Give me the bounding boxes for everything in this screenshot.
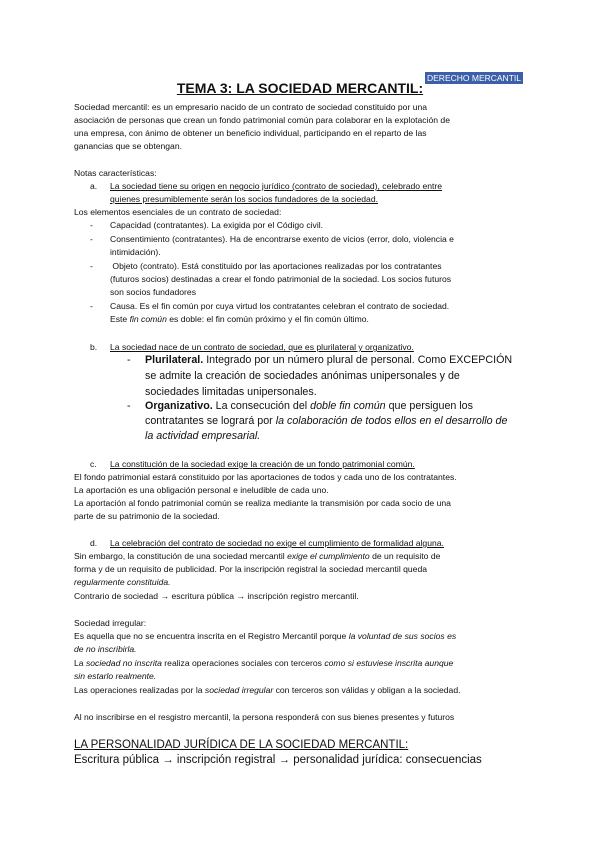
organizativo-text-a: La consecución del: [212, 400, 311, 412]
irregular-line-5: [74, 684, 460, 697]
organizativo-dash: -: [127, 400, 131, 412]
irregular-line-2: [74, 643, 137, 656]
c-text-3: La aportación al fondo patrimonial común se realiza mediante la transmisión por cada socio de una: [74, 498, 451, 508]
irr3-b: realiza operaciones sociales con terceros: [161, 658, 325, 668]
d1-italic: exige el cumplimiento: [287, 551, 370, 561]
irregular-line-1: [74, 630, 456, 643]
plurilateral-line-2: se admite la creación de sociedades anónimas unipersonales y de: [145, 370, 460, 382]
irr1-italic: la voluntad de sus socios es: [348, 631, 457, 641]
irr3-italic-2: como si estuviese inscrita aunque: [324, 658, 454, 668]
irr2-italic: de no inscribirla.: [74, 644, 137, 654]
elemento-causa-cont: [110, 313, 369, 326]
intro-line-2: asociación de personas que crean un fondo patrimonial común para colaborar en la explotación de: [74, 115, 450, 125]
irregular-label: Sociedad irregular:: [74, 618, 147, 628]
c-text-4: parte de su patrimonio de la sociedad.: [74, 511, 220, 521]
causa-post: es doble: el fin común próximo y el fin común último.: [166, 314, 369, 324]
c-text: La constitución de la sociedad exige la creación de un fondo patrimonial común.: [110, 459, 415, 469]
intro-line-1: Sociedad mercantil: es un empresario nacido de un contrato de sociedad constituido por una: [74, 102, 428, 112]
plurilateral-bold: Plurilateral.: [145, 354, 204, 366]
irr3-a: La: [74, 658, 86, 668]
c-text-2: La aportación es una obligación personal e ineludible de cada uno.: [74, 485, 329, 495]
intro-line-4: ganancias que se obtengan.: [74, 141, 182, 151]
irr4-italic: sin estarlo realmente.: [74, 671, 157, 681]
elemento-objeto-cont-1: (futuros socios) destinadas a crear el fondo patrimonial de la sociedad. Los socios futuros: [110, 274, 452, 284]
plurilateral-text: Integrado por un número plural de personal. Como EXCEPCIÓN: [203, 354, 513, 366]
d3-italic: regularmente constituida.: [74, 577, 171, 587]
organizativo-line-2: [145, 413, 507, 429]
organizativo-line-3: [145, 428, 260, 444]
elemento-dash: -: [90, 301, 93, 311]
causa-pre: Este: [110, 314, 130, 324]
d1-b: de un requisito de: [369, 551, 441, 561]
d-line: [110, 537, 444, 550]
d1-a: Sin embargo, la constitución de una sociedad mercantil: [74, 551, 288, 561]
d-text-2: forma y de un requisito de publicidad. Por la inscripción registral la sociedad mercantil queda: [74, 564, 428, 574]
elemento-consentimiento-cont: intimidación).: [110, 247, 161, 257]
subject-tag: DERECHO MERCANTIL: [427, 73, 521, 83]
section2-title-text: LA PERSONALIDAD JURÍDICA DE LA SOCIEDAD MERCANTIL:: [74, 739, 409, 751]
a-text-2: quienes presumiblemente serán los socios fundadores de la sociedad.: [110, 194, 379, 204]
organizativo-text-b: que persiguen los: [385, 400, 473, 412]
elemento-capacidad: Capacidad (contratantes). La exigida por el Código civil.: [110, 220, 324, 230]
elemento-causa: Causa. Es el fin común por cuya virtud los contratantes celebran el contrato de sociedad.: [110, 301, 450, 311]
organizativo-line-1: [145, 398, 473, 414]
b-marker: b.: [90, 342, 98, 352]
a-line-1: [110, 180, 442, 193]
d-text-3: [74, 576, 171, 589]
c-text-1: El fondo patrimonial estará constituido por las aportaciones de todos y cada uno de los contratantes.: [74, 472, 457, 482]
plurilateral-line-1: [145, 352, 512, 368]
irr5-b: con terceros son válidas y obligan a la sociedad.: [273, 685, 461, 695]
b-text: La sociedad nace de un contrato de sociedad, que es plurilateral y organizativo.: [110, 342, 414, 352]
a-marker: a.: [90, 181, 98, 191]
irr5-a: Las operaciones realizadas por la: [74, 685, 205, 695]
elemento-dash: -: [90, 234, 93, 244]
irr3-italic: sociedad no inscrita: [85, 658, 162, 668]
organizativo-bold: Organizativo.: [145, 400, 213, 412]
d-text-4: Contrario de sociedad → escritura pública → inscripción registro mercantil.: [74, 591, 359, 601]
elemento-consentimiento: Consentimiento (contratantes). Ha de encontrarse exento de vicios (error, dolo, violencia e: [110, 234, 454, 244]
organizativo-l2-italic: la colaboración de todos ellos en el desarrollo de: [275, 415, 508, 427]
d-text: La celebración del contrato de sociedad no exige el cumplimiento de formalidad alguna.: [110, 538, 444, 548]
c-marker: c.: [90, 459, 97, 469]
intro-line-3: una empresa, con ánimo de obtener un beneficio individual, participando en el reparto de las: [74, 128, 427, 138]
d-marker: d.: [90, 538, 98, 548]
elementos-label: Los elementos esenciales de un contrato de sociedad:: [74, 207, 282, 217]
elemento-dash: -: [90, 220, 93, 230]
elemento-objeto: Objeto (contrato). Está constituido por las aportaciones realizadas por los contratantes: [110, 261, 442, 271]
organizativo-l2-text: contratantes se logrará por: [145, 415, 276, 427]
c-line: [110, 458, 415, 471]
section2-line: Escritura pública → inscripción registral → personalidad jurídica: consecuencias: [74, 754, 482, 766]
irr5-italic: sociedad irregular: [204, 685, 274, 695]
causa-italic: fin común: [129, 314, 167, 324]
plurilateral-dash: -: [127, 354, 131, 366]
elemento-dash: -: [90, 261, 93, 271]
irregular-line-3: [74, 657, 453, 670]
section2-title: [74, 738, 408, 753]
irr1-a: Es aquella que no se encuentra inscrita en el Registro Mercantil porque: [74, 631, 349, 641]
elemento-objeto-cont-2: son socios fundadores: [110, 287, 196, 297]
irregular-line-4: [74, 670, 156, 683]
page-title: TEMA 3: LA SOCIEDAD MERCANTIL:: [176, 80, 424, 96]
a-line-2: [110, 193, 378, 206]
a-text-1: La sociedad tiene su origen en negocio jurídico (contrato de sociedad), celebrado entre: [110, 181, 443, 191]
organizativo-italic: doble fin común: [310, 400, 386, 412]
notas-label: Notas características:: [74, 168, 157, 178]
no-inscribirse-line: Al no inscribirse en el resgistro mercantil, la persona responderá con sus bienes presentes y futuros: [74, 712, 455, 722]
organizativo-l3-italic: la actividad empresarial.: [145, 430, 261, 442]
plurilateral-line-3: sociedades limitadas unipersonales.: [145, 386, 317, 398]
d-text-1: [74, 550, 440, 563]
